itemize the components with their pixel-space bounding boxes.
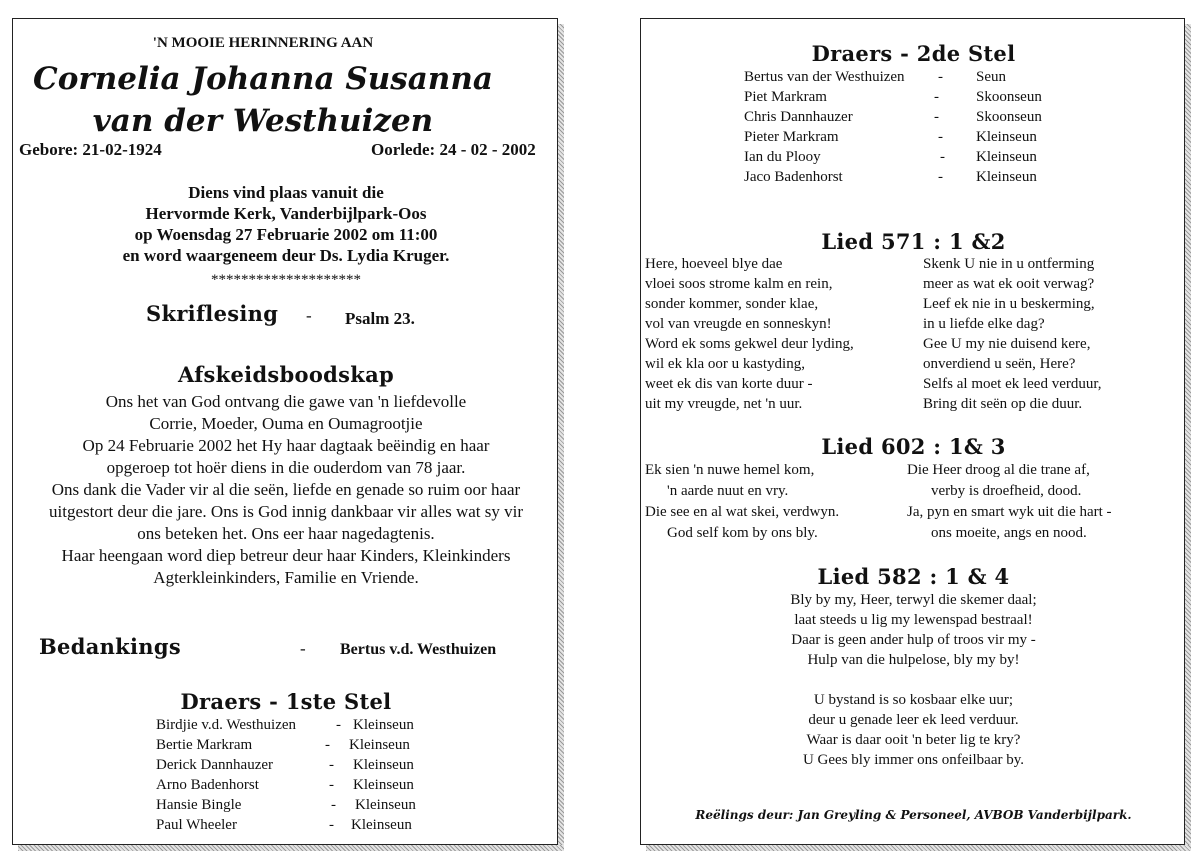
bearers-heading: Draers - 1ste Stel [180, 689, 392, 714]
reading-dash: - [306, 306, 312, 325]
hymn-line: weet ek dis van korte duur - [645, 376, 813, 392]
farewell-heading: Afskeidsboodskap [177, 362, 395, 387]
bearer-name: Piet Markram [744, 89, 827, 105]
bearer-role: Kleinseun [353, 757, 414, 773]
bearer-name: Paul Wheeler [156, 817, 237, 833]
service-line: op Woensdag 27 Februarie 2002 om 11:00 [134, 225, 438, 244]
bearer-role: Kleinseun [353, 777, 414, 793]
hymn-line: U bystand is so kosbaar elke uur; [813, 692, 1014, 708]
reading-heading: Skriflesing [146, 301, 279, 326]
bearer-dash: - [938, 69, 943, 85]
hymn-line: sonder kommer, sonder klae, [645, 296, 819, 312]
hymn-line: Word ek soms gekwel deur lyding, [645, 336, 854, 352]
left-panel-shadow-bottom [18, 845, 564, 851]
bearer-name: Ian du Plooy [744, 149, 821, 165]
bearer-name: Arno Badenhorst [156, 777, 259, 793]
bearer-dash: - [325, 737, 330, 753]
hymn-line: vol van vreugde en sonneskyn! [645, 316, 832, 332]
thanks-name: Bertus v.d. Westhuizen [340, 641, 497, 658]
hymn-line: Here, hoeveel blye dae [645, 256, 783, 272]
right-panel-shadow-bottom [646, 845, 1191, 851]
hymn-line: Daar is geen ander hulp of troos vir my - [791, 632, 1036, 648]
bearer-role: Skoonseun [976, 89, 1042, 105]
bearer-name: Hansie Bingle [156, 797, 242, 813]
bearer-role: Kleinseun [355, 797, 416, 813]
hymn-line: Waar is daar ooit 'n beter lig te kry? [806, 732, 1021, 748]
birth-date: Gebore: 21-02-1924 [19, 140, 162, 159]
hymn-line: in u liefde elke dag? [923, 316, 1045, 332]
bearer-role: Kleinseun [353, 717, 414, 733]
left-page [12, 18, 558, 845]
separator-stars: ******************** [211, 272, 361, 288]
deceased-name-line1: Cornelia Johanna Susanna [33, 61, 493, 97]
hymn-line: deur u genade leer ek leed verduur. [808, 712, 1019, 728]
hymn-line: Die see en al wat skei, verdwyn. [645, 504, 840, 520]
bearer-name: Chris Dannhauzer [744, 109, 853, 125]
farewell-line: opgeroep tot hoër diens in die ouderdom van 78 jaar. [106, 458, 466, 477]
bearer-dash: - [938, 169, 943, 185]
hymn-line: Hulp van die hulpelose, bly my by! [807, 652, 1020, 668]
hymn-line: meer as wat ek ooit verwag? [923, 276, 1095, 292]
arrangements-footer: Reëlings deur: Jan Greyling & Personeel, AVBOB Vanderbijlpark. [695, 808, 1132, 822]
service-line: en word waargeneem deur Ds. Lydia Kruger. [122, 246, 450, 265]
bearer-role: Kleinseun [976, 169, 1037, 185]
bearer-dash: - [940, 149, 945, 165]
hymn-line: Bring dit seën op die duur. [923, 396, 1083, 412]
farewell-line: Op 24 Februarie 2002 het Hy haar dagtaak beëindig en haar [82, 436, 490, 455]
farewell-line: Ons dank die Vader vir al die seën, liefde en genade so ruim oor haar [51, 480, 521, 499]
bearer-dash: - [938, 129, 943, 145]
farewell-line: ons beteken het. Ons eer haar nagedagtenis. [137, 524, 435, 543]
intro-line: 'N MOOIE HERINNERING AAN [152, 35, 374, 51]
bearer-role: Seun [976, 69, 1006, 85]
farewell-line: Corrie, Moeder, Ouma en Oumagrootjie [149, 414, 423, 433]
bearer-role: Kleinseun [349, 737, 410, 753]
hymn-line: ons moeite, angs en nood. [931, 525, 1087, 541]
hymn-line: 'n aarde nuut en vry. [667, 483, 789, 499]
bearer-dash: - [934, 89, 939, 105]
bearer-role: Kleinseun [976, 149, 1037, 165]
farewell-line: Haar heengaan word diep betreur deur haar Kinders, Kleinkinders [61, 546, 511, 565]
farewell-line: Agterkleinkinders, Familie en Vriende. [153, 568, 419, 587]
hymn-line: Ja, pyn en smart wyk uit die hart - [907, 504, 1112, 520]
bearer-name: Derick Dannhauzer [156, 757, 274, 773]
bearer-name: Pieter Markram [744, 129, 839, 145]
bearer-role: Skoonseun [976, 109, 1042, 125]
service-line: Diens vind plaas vanuit die [188, 183, 384, 202]
service-line: Hervormde Kerk, Vanderbijlpark-Oos [145, 204, 427, 223]
bearer-dash: - [331, 797, 336, 813]
bearer-name: Bertus van der Westhuizen [744, 69, 905, 85]
hymn-582-heading: Lied 582 : 1 & 4 [817, 564, 1010, 589]
hymn-line: Bly by my, Heer, terwyl die skemer daal; [790, 592, 1037, 608]
bearer-dash: - [329, 817, 334, 833]
thanks-dash: - [300, 639, 306, 658]
hymn-line: uit my vreugde, net 'n uur. [645, 396, 803, 412]
reading-reference: Psalm 23. [345, 309, 415, 328]
bearer-role: Kleinseun [351, 817, 412, 833]
bearer-dash: - [336, 717, 341, 733]
hymn-line: Leef ek nie in u beskerming, [923, 296, 1095, 312]
bearer-name: Jaco Badenhorst [744, 169, 843, 185]
hymn-line: Selfs al moet ek leed verduur, [923, 376, 1102, 392]
bearer-dash: - [934, 109, 939, 125]
farewell-line: uitgestort deur die jare. Ons is God innig dankbaar vir alles wat sy vir [49, 502, 523, 521]
hymn-line: Skenk U nie in u ontferming [923, 256, 1095, 272]
bearer-name: Birdjie v.d. Westhuizen [156, 717, 297, 733]
hymn-line: U Gees bly immer ons onfeilbaar by. [802, 752, 1025, 768]
hymn-571-heading: Lied 571 : 1 &2 [821, 229, 1006, 254]
hymn-line: God self kom by ons bly. [667, 525, 818, 541]
right-page [640, 18, 1185, 845]
hymn-line: vloei soos strome kalm en rein, [645, 276, 833, 292]
bearer-dash: - [329, 777, 334, 793]
hymn-line: Die Heer droog al die trane af, [907, 462, 1090, 478]
hymn-line: laat steeds u lig my lewenspad bestraal! [794, 612, 1033, 628]
hymn-line: Gee U my nie duisend kere, [923, 336, 1091, 352]
hymn-line: Ek sien 'n nuwe hemel kom, [645, 462, 815, 478]
bearer-dash: - [329, 757, 334, 773]
bearer-role: Kleinseun [976, 129, 1037, 145]
hymn-602-heading: Lied 602 : 1& 3 [821, 434, 1006, 459]
hymn-line: onverdiend u seën, Here? [923, 356, 1076, 372]
farewell-line: Ons het van God ontvang die gawe van 'n liefdevolle [105, 392, 467, 411]
death-date: Oorlede: 24 - 02 - 2002 [371, 140, 536, 159]
bearer-name: Bertie Markram [156, 737, 253, 753]
bearers2-heading: Draers - 2de Stel [811, 41, 1016, 66]
hymn-line: wil ek kla oor u kastyding, [645, 356, 805, 372]
thanks-heading: Bedankings [39, 634, 181, 659]
hymn-line: verby is droefheid, dood. [931, 483, 1082, 499]
deceased-name-line2: van der Westhuizen [92, 103, 434, 139]
